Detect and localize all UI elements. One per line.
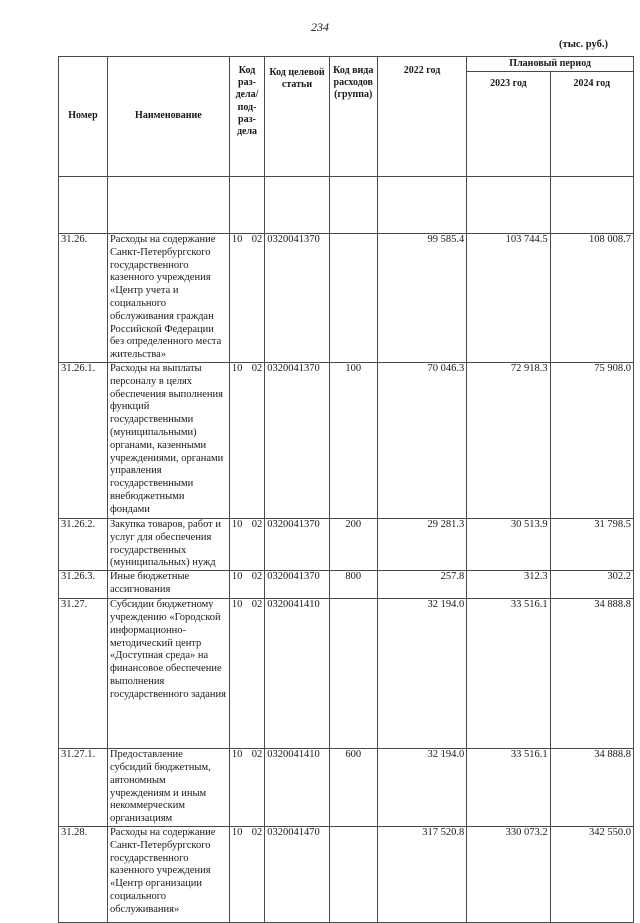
row-section-code [229,826,264,922]
row-section-code [229,749,264,827]
row-number: 31.26.2. [59,518,108,570]
row-value-2024: 108 008.7 [550,234,633,363]
row-value-2022: 257.8 [377,571,467,599]
row-value-2024: 75 908.0 [550,362,633,518]
row-target-code: 0320041470 [265,826,330,922]
row-expense-type [329,234,377,363]
row-number: 31.28. [59,826,108,922]
units-label: (тыс. руб.) [559,39,608,50]
row-section: 10 [231,826,243,838]
table-row [59,571,634,599]
row-expense-type: 800 [329,571,377,599]
row-number: 31.26. [59,234,108,363]
row-number: 31.26.1. [59,362,108,518]
header-section-code: Код раз-дела/ под-раз-дела [229,57,264,177]
row-value-2023: 72 918.3 [467,362,550,518]
row-value-2022: 29 281.3 [377,518,467,570]
row-target-code: 0320041410 [265,749,330,827]
row-subsection: 02 [251,571,263,583]
header-name: Наименование [107,57,229,177]
row-section: 10 [231,518,243,530]
row-expense-type [329,599,377,749]
row-target-code: 0320041410 [265,599,330,749]
row-value-2022: 32 194.0 [377,599,467,749]
row-section-code [229,599,264,749]
row-value-2022: 99 585.4 [377,234,467,363]
row-value-2023: 330 073.2 [467,826,550,922]
row-expense-type: 200 [329,518,377,570]
spacer-row [59,177,634,234]
row-value-2023: 33 516.1 [467,599,550,749]
row-value-2022: 70 046.3 [377,362,467,518]
header-2024: 2024 год [550,72,633,177]
row-target-code: 0320041370 [265,234,330,363]
row-target-code: 0320041370 [265,362,330,518]
row-value-2024: 34 888.8 [550,599,633,749]
table-row [59,518,634,570]
row-section-code [229,518,264,570]
row-value-2023: 30 513.9 [467,518,550,570]
row-section-code [229,571,264,599]
row-value-2024: 31 798.5 [550,518,633,570]
row-name: Расходы на выплаты персоналу в целях обеспечения выполнения функций государственными (муниципальными) органами, казенными учреждениями, органами управления государственными внебюджетными фондами [107,362,229,518]
row-value-2022: 32 194.0 [377,749,467,827]
header-planned-period: Плановый период [467,57,634,72]
table-row [59,826,634,922]
row-subsection: 02 [251,826,263,838]
row-subsection: 02 [251,234,263,245]
header-expense-type: Код вида расходов (группа) [329,57,377,177]
row-number: 31.27. [59,599,108,749]
row-number: 31.26.3. [59,571,108,599]
budget-table [58,56,634,923]
row-number: 31.27.1. [59,749,108,827]
header-2023: 2023 год [467,72,550,177]
row-subsection: 02 [251,362,263,374]
row-section: 10 [231,234,243,245]
header-target-code: Код целевой статьи [265,57,330,177]
header-number: Номер [59,57,108,177]
header-2022: 2022 год [377,57,467,177]
table-row [59,749,634,827]
row-name: Расходы на содержание Санкт-Петербургского государственного казенного учреждения «Центр организации социального обслуживания» [107,826,229,922]
row-expense-type: 100 [329,362,377,518]
row-value-2023: 103 744.5 [467,234,550,363]
row-target-code: 0320041370 [265,571,330,599]
row-value-2024: 302.2 [550,571,633,599]
row-section-code [229,362,264,518]
row-name: Субсидии бюджетному учреждению «Городской информационно-методический центр «Доступная среда» на финансовое обеспечение выполнения государственного задания [107,599,229,749]
row-name: Предоставление субсидий бюджетным, автономным учреждениям и иным некоммерческим организациям [107,749,229,827]
row-value-2024: 34 888.8 [550,749,633,827]
page-number: 234 [311,20,329,34]
row-section: 10 [231,749,243,761]
row-section-code [229,234,264,363]
row-section: 10 [231,599,243,611]
row-value-2023: 33 516.1 [467,749,550,827]
row-name: Расходы на содержание Санкт-Петербургского государственного казенного учреждения «Центр учета и социального обслуживания граждан Российской Федерации без определенного места жительства» [107,234,229,363]
row-value-2023: 312.3 [467,571,550,599]
row-section: 10 [231,362,243,374]
table-row [59,234,634,363]
row-value-2022: 317 520.8 [377,826,467,922]
row-value-2024: 342 550.0 [550,826,633,922]
row-name: Закупка товаров, работ и услуг для обеспечения государственных (муниципальных) нужд [107,518,229,570]
row-subsection: 02 [251,749,263,761]
table-row [59,362,634,518]
row-subsection: 02 [251,518,263,530]
row-subsection: 02 [251,599,263,611]
table-row [59,599,634,749]
row-name: Иные бюджетные ассигнования [107,571,229,599]
row-target-code: 0320041370 [265,518,330,570]
row-section: 10 [231,571,243,583]
row-expense-type: 600 [329,749,377,827]
row-expense-type [329,826,377,922]
